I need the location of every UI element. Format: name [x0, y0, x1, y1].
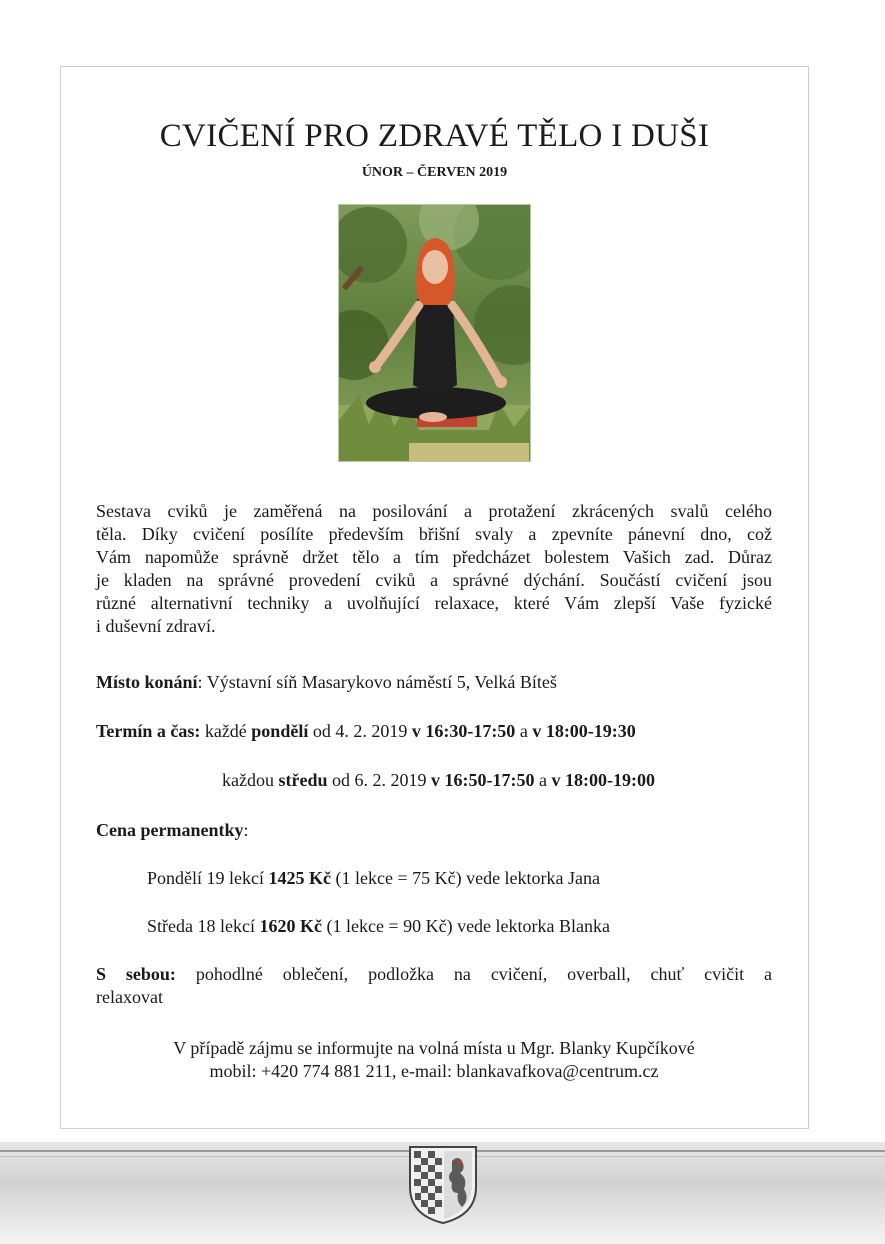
term-wednesday-time2: v 18:00-19:00: [551, 770, 655, 790]
term-monday-row: [96, 720, 772, 743]
bring-line: [96, 963, 772, 986]
description-line: těla. Díky cvičení posílíte především břišní svaly a zpevníte pánevní dno, což: [96, 524, 772, 544]
description-line: i duševní zdraví.: [96, 616, 216, 636]
page-subtitle: ÚNOR – ČERVEN 2019: [361, 165, 508, 180]
price-monday-detail: (1 lekce = 75 Kč) vede lektorka Jana: [330, 868, 601, 888]
term-monday-day: pondělí: [251, 721, 309, 741]
term-monday-text: každé: [200, 721, 252, 741]
page-title: CVIČENÍ PRO ZDRAVÉ TĚLO I DUŠI: [159, 118, 710, 154]
venue-label: Místo konání: [96, 672, 198, 692]
price-wednesday-detail: (1 lekce = 90 Kč) vede lektorka Blanka: [321, 916, 611, 936]
term-wednesday-time1: v 16:50-17:50: [430, 770, 535, 790]
term-monday-date: od 4. 2. 2019: [308, 721, 412, 741]
price-label: Cena permanentky: [96, 820, 244, 840]
contact-mobile-email: mobil: +420 774 881 211, e-mail: blankavafkova@centrum.cz: [209, 1061, 659, 1081]
description-line: je kladen na správné provedení cviků a správné dýchání. Součástí cvičení jsou: [96, 570, 772, 590]
price-monday-text: Pondělí 19 lekcí: [147, 868, 269, 888]
term-wednesday-day: středu: [278, 770, 328, 790]
price-heading: [96, 819, 772, 842]
price-wednesday-text: Středa 18 lekcí: [147, 916, 260, 936]
term-wednesday-and: a: [534, 770, 552, 790]
description-line: Sestava cviků je zaměřená na posilování a protažení zkrácených svalů celého: [96, 501, 772, 521]
bring-section: [96, 963, 772, 1009]
term-wednesday-date: od 6. 2. 2019: [327, 770, 431, 790]
town-crest-icon: [406, 1143, 480, 1225]
bring-label: S sebou:: [96, 964, 176, 984]
term-monday-time1: v 16:30-17:50: [411, 721, 516, 741]
venue-value: Výstavní síň Masarykovo náměstí 5, Velká Bíteš: [206, 672, 557, 692]
term-monday-time2: v 18:00-19:30: [532, 721, 636, 741]
venue-separator: :: [197, 672, 207, 692]
venue-row: [96, 671, 772, 694]
term-wednesday-text: každou: [222, 770, 279, 790]
price-wednesday-row: [147, 915, 767, 938]
price-monday-amount: 1425 Kč: [268, 868, 331, 888]
description-line: Vám napomůže správně držet tělo a tím předcházet bolestem Vašich zad. Důraz: [96, 547, 772, 567]
description: [96, 500, 772, 638]
contact-info: [96, 1037, 772, 1083]
term-wednesday-row: [222, 769, 782, 792]
price-colon: :: [243, 820, 249, 840]
yoga-photo: [338, 204, 531, 462]
description-line: různé alternativní techniky a uvolňující relaxace, které Vám zlepší Vaše fyzické: [96, 593, 772, 613]
contact-line: V případě zájmu se informujte na volná místa u Mgr. Blanky Kupčíkové: [173, 1038, 695, 1058]
term-label: Termín a čas:: [96, 721, 201, 741]
price-wednesday-amount: 1620 Kč: [259, 916, 322, 936]
price-monday-row: [147, 867, 767, 890]
flyer-page: [60, 66, 809, 1129]
bring-text-cont: relaxovat: [96, 987, 163, 1007]
bring-text: pohodlné oblečení, podložka na cvičení, overball, chuť cvičit a: [175, 964, 772, 984]
term-monday-and: a: [515, 721, 533, 741]
